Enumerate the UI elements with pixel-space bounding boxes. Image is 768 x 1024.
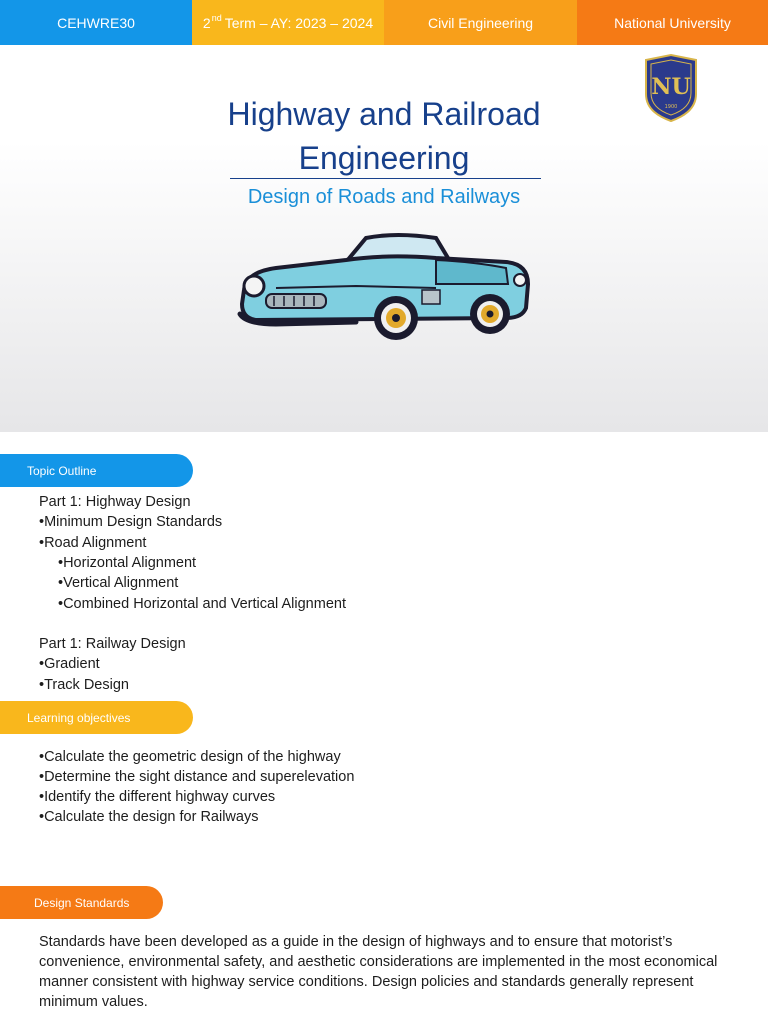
design-standards-heading: Design Standards (0, 886, 163, 919)
list-item: •Determine the sight distance and superelevation (39, 769, 355, 785)
title-divider (230, 178, 541, 179)
svg-text:1900: 1900 (664, 104, 678, 110)
list-item: •Calculate the geometric design of the highway (39, 749, 341, 765)
learning-objectives-heading: Learning objectives (0, 701, 193, 734)
svg-text:NU: NU (651, 74, 691, 100)
list-item: •Identify the different highway curves (39, 789, 276, 805)
design-standards-paragraph: Standards have been developed as a guide in the design of highways and to ensure that motorist’s convenience, environmental safety, and aesthetic considerations are implemented in the most economical manner consistent with highway service conditions. Design policies and standards generally represent minimum values. (39, 934, 718, 1010)
page-subtitle: Design of Roads and Railways (247, 186, 521, 208)
list-item: •Road Alignment (39, 535, 147, 551)
convertible-car-illustration (236, 228, 532, 350)
term-info: 2 $^{nd}$ Term – AY: 2023 – 2024 (192, 0, 384, 45)
list-item: •Track Design (39, 677, 129, 693)
list-item: Part 1: Highway Design (39, 494, 191, 510)
list-item: •Combined Horizontal and Vertical Alignment (58, 596, 346, 612)
topic-outline-heading: Topic Outline (0, 454, 193, 487)
university: National University (577, 0, 768, 45)
university-seal-icon (642, 54, 700, 122)
list-item: •Calculate the design for Railways (39, 809, 259, 825)
list-item: •Minimum Design Standards (39, 514, 223, 530)
course-code: CEHWRE30 (0, 0, 192, 45)
list-item: •Horizontal Alignment (58, 555, 197, 571)
list-item: •Vertical Alignment (58, 575, 179, 591)
list-item: •Gradient (39, 656, 100, 672)
department: Civil Engineering (384, 0, 577, 45)
page-title: Highway and Railroad Engineering (227, 96, 541, 176)
list-item: Part 1: Railway Design (39, 636, 186, 652)
header-bar (0, 0, 768, 45)
